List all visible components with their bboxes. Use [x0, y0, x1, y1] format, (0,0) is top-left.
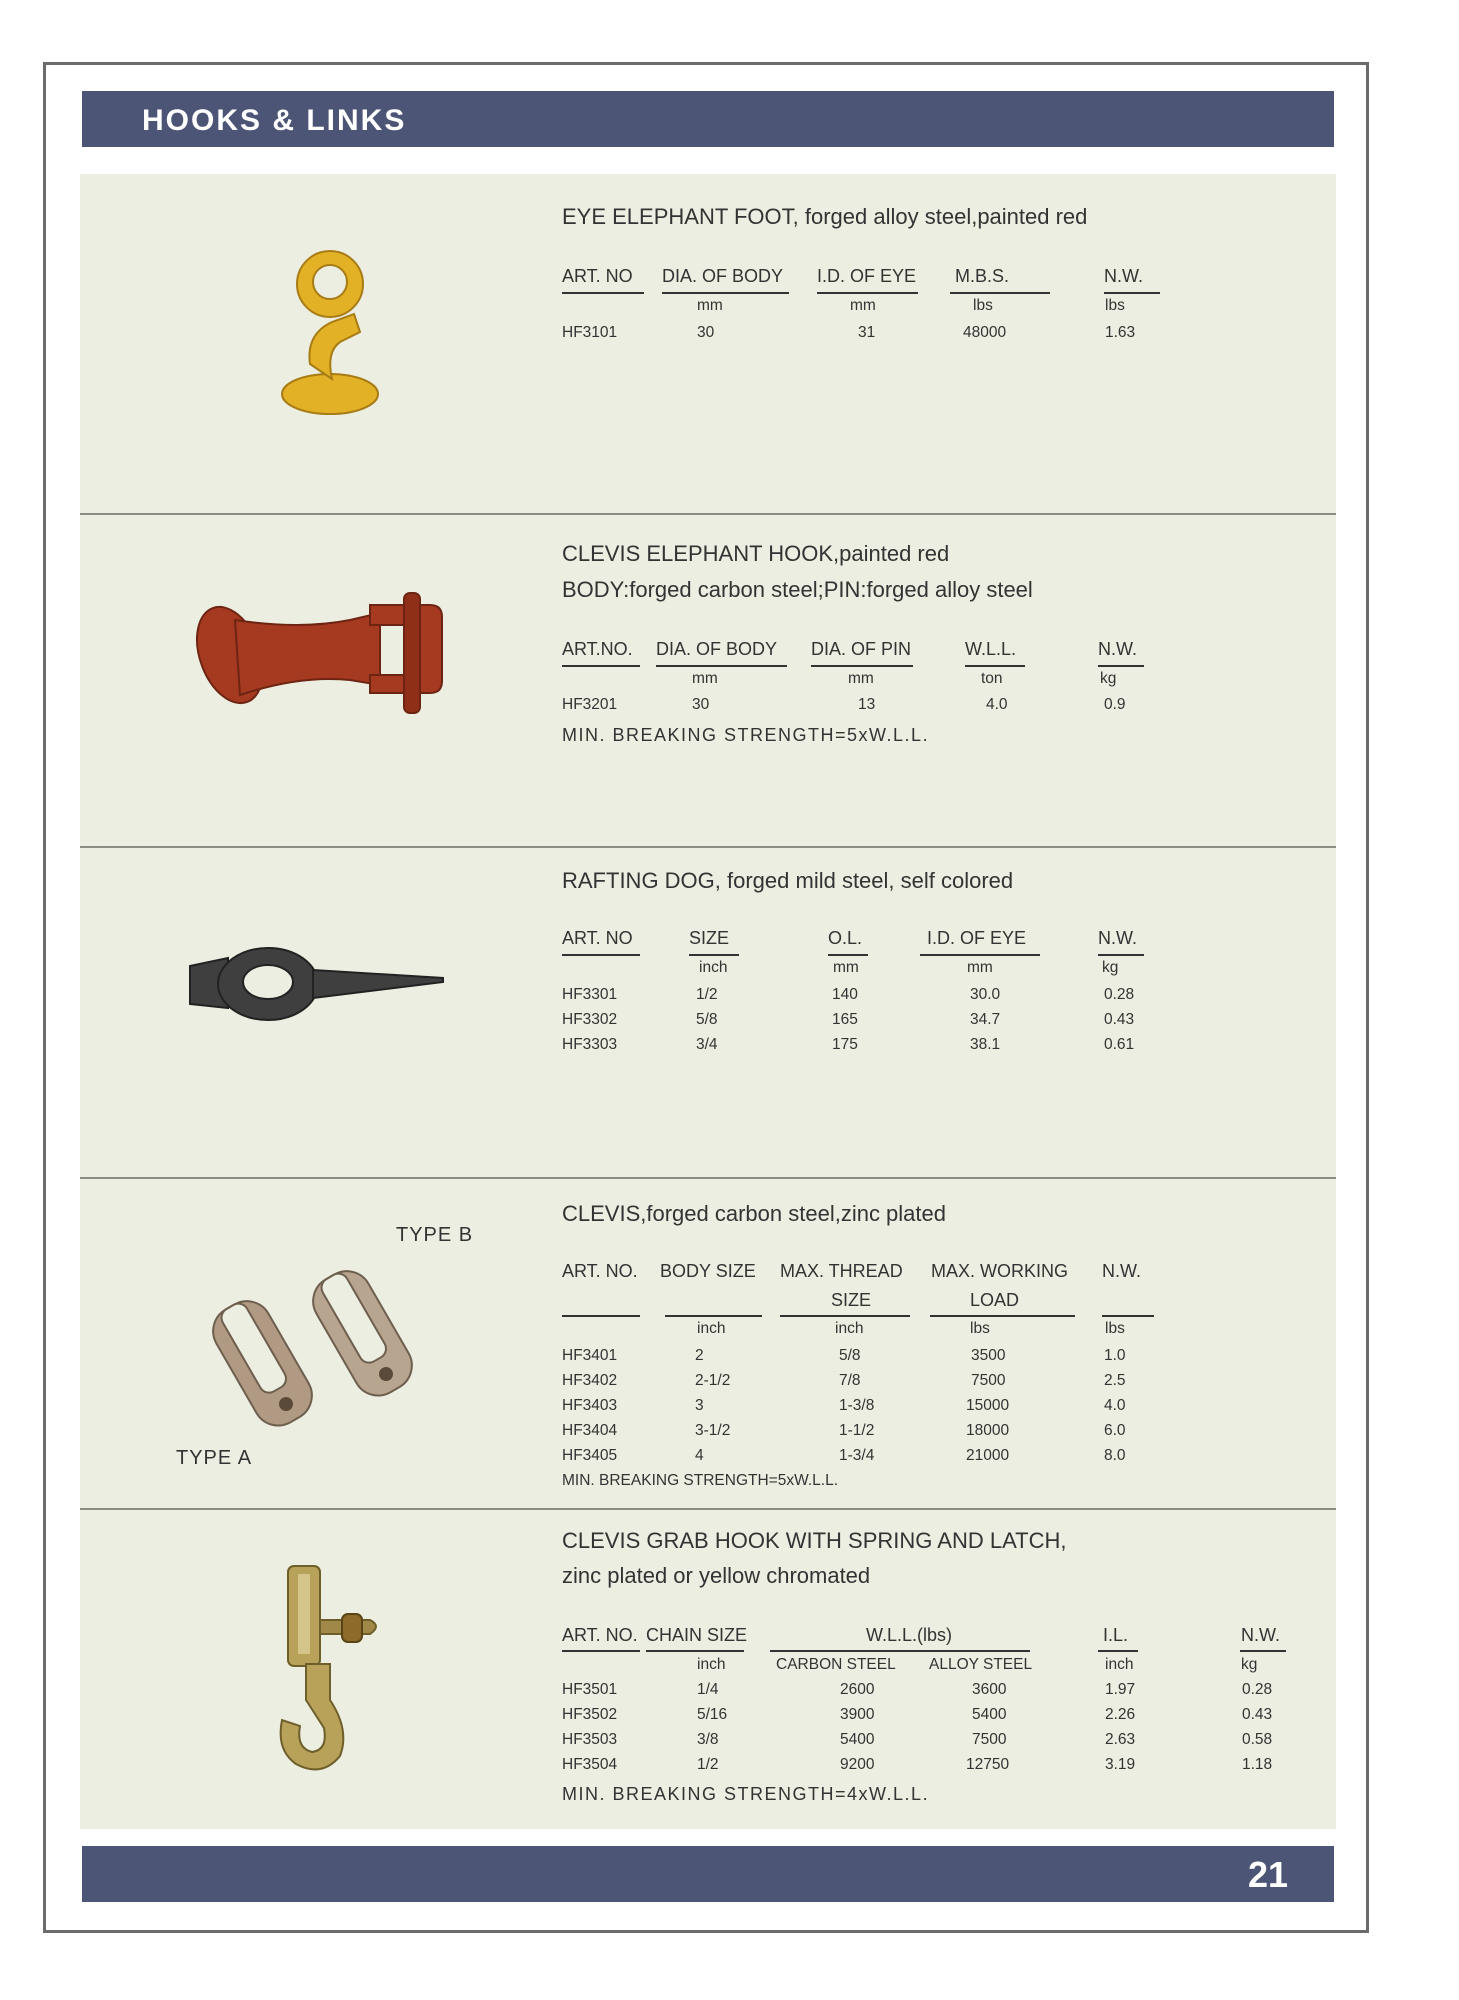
unit-label: lbs [973, 297, 993, 314]
header-underline [1098, 1650, 1138, 1652]
column-header: N.W. [1102, 1261, 1141, 1281]
table-cell: HF3402 [562, 1372, 618, 1389]
unit-label: mm [697, 297, 723, 314]
unit-label: inch [697, 1320, 726, 1337]
table-cell: 18000 [966, 1422, 1010, 1439]
unit-label: ALLOY STEEL [929, 1656, 1033, 1673]
column-header: N.W. [1104, 266, 1143, 286]
unit-label: inch [699, 959, 728, 976]
table-cell: 3/4 [696, 1036, 718, 1053]
column-header: DIA. OF PIN [811, 639, 912, 659]
product-title: CLEVIS ELEPHANT HOOK,painted red [562, 541, 950, 566]
header-underline [930, 1315, 1075, 1317]
table-cell: HF3504 [562, 1756, 618, 1773]
table-cell: 3900 [840, 1706, 875, 1723]
table-cell: 5/16 [697, 1706, 728, 1723]
table-cell: 48000 [963, 324, 1007, 341]
table-cell: 13 [858, 696, 876, 713]
column-header: M.B.S. [955, 266, 1010, 286]
header-underline [562, 665, 640, 667]
table-cell: 2-1/2 [695, 1372, 731, 1389]
table-cell: 1/2 [697, 1756, 719, 1773]
header-underline [1240, 1650, 1286, 1652]
table-cell: 2600 [840, 1681, 875, 1698]
unit-label: inch [697, 1656, 726, 1673]
column-header: MAX. WORKING [931, 1261, 1069, 1281]
table-cell: 1.97 [1105, 1681, 1136, 1698]
table-cell: 8.0 [1104, 1447, 1126, 1464]
footer-band [82, 1846, 1334, 1902]
table-cell: HF3101 [562, 324, 618, 341]
image-label-type-b: TYPE B [396, 1224, 474, 1246]
table-cell: 3/8 [697, 1731, 719, 1748]
header-underline [950, 292, 1050, 294]
unit-label: mm [833, 959, 859, 976]
unit-label: ton [981, 670, 1003, 687]
table-cell: 4.0 [986, 696, 1008, 713]
table-cell: 3500 [971, 1347, 1006, 1364]
table-cell: 1-3/8 [839, 1397, 875, 1414]
table-cell: 0.61 [1104, 1036, 1135, 1053]
clevis-elephant-hook-image [180, 585, 460, 745]
header-band [82, 91, 1334, 147]
table-cell: HF3405 [562, 1447, 618, 1464]
header-underline [828, 954, 868, 956]
clevis-image [180, 1239, 440, 1449]
column-header: I.L. [1103, 1625, 1129, 1645]
header-underline [656, 665, 787, 667]
table-cell: HF3403 [562, 1397, 618, 1414]
table-cell: HF3201 [562, 696, 618, 713]
column-header: W.L.L. [965, 639, 1017, 659]
table-cell: 1-1/2 [839, 1422, 875, 1439]
header-underline [817, 292, 918, 294]
table-cell: 1.0 [1104, 1347, 1126, 1364]
table-cell: HF3301 [562, 986, 618, 1003]
table-cell: 9200 [840, 1756, 875, 1773]
table-cell: 2.5 [1104, 1372, 1126, 1389]
page-number: 21 [1247, 1854, 1288, 1895]
table-cell: 12750 [966, 1756, 1010, 1773]
header-underline [1098, 665, 1144, 667]
unit-label: lbs [970, 1320, 990, 1337]
header-underline [770, 1650, 1030, 1652]
column-header-line2: SIZE [831, 1290, 872, 1310]
column-header: ART. NO. [562, 1625, 638, 1645]
product-title: RAFTING DOG, forged mild steel, self colored [562, 868, 1014, 893]
table-cell: 1-3/4 [839, 1447, 875, 1464]
unit-label: kg [1100, 670, 1117, 687]
table-cell: 5400 [972, 1706, 1007, 1723]
table-cell: 7/8 [839, 1372, 861, 1389]
table-cell: 30.0 [970, 986, 1001, 1003]
product-title: CLEVIS,forged carbon steel,zinc plated [562, 1201, 947, 1226]
table-cell: HF3302 [562, 1011, 618, 1028]
table-cell: 1.63 [1105, 324, 1136, 341]
column-header: ART. NO [562, 266, 633, 286]
header-underline [562, 954, 640, 956]
unit-label: inch [1105, 1656, 1134, 1673]
breaking-strength-note: MIN. BREAKING STRENGTH=4xW.L.L. [562, 1784, 930, 1804]
unit-label: lbs [1105, 1320, 1125, 1337]
table-cell: 0.43 [1104, 1011, 1135, 1028]
table-cell: 7500 [972, 1731, 1007, 1748]
table-cell: 0.43 [1242, 1706, 1273, 1723]
table-cell: 21000 [966, 1447, 1010, 1464]
table-cell: 1.18 [1242, 1756, 1273, 1773]
header-underline [662, 292, 789, 294]
table-cell: 31 [858, 324, 876, 341]
table-cell: 3-1/2 [695, 1422, 731, 1439]
table-cell: 7500 [971, 1372, 1006, 1389]
column-header: ART.NO. [562, 639, 633, 659]
table-cell: 3600 [972, 1681, 1007, 1698]
header-underline [1102, 1315, 1154, 1317]
column-header: N.W. [1098, 639, 1137, 659]
table-cell: 5400 [840, 1731, 875, 1748]
table-cell: 165 [832, 1011, 858, 1028]
table-cell: 3 [695, 1397, 704, 1414]
page-title: HOOKS & LINKS [142, 104, 407, 137]
unit-label: kg [1241, 1656, 1258, 1673]
column-header: CHAIN SIZE [646, 1625, 748, 1645]
product-title: CLEVIS GRAB HOOK WITH SPRING AND LATCH, [562, 1528, 1067, 1553]
unit-label: lbs [1105, 297, 1125, 314]
product-clevis [80, 1179, 1336, 1508]
header-underline [1098, 954, 1144, 956]
table-cell: 0.9 [1104, 696, 1126, 713]
table-cell: 15000 [966, 1397, 1010, 1414]
header-underline [811, 665, 913, 667]
table-cell: 1/4 [697, 1681, 719, 1698]
unit-label: mm [692, 670, 718, 687]
header-underline [920, 954, 1040, 956]
table-cell: 3.19 [1105, 1756, 1136, 1773]
header-underline [562, 1315, 640, 1317]
table-cell: 0.28 [1104, 986, 1135, 1003]
unit-label: mm [850, 297, 876, 314]
table-cell: 38.1 [970, 1036, 1001, 1053]
table-cell: HF3502 [562, 1706, 618, 1723]
eye-elephant-foot-image [270, 244, 410, 424]
clevis-grab-hook-image [270, 1560, 410, 1780]
column-header: DIA. OF BODY [662, 266, 784, 286]
header-underline [965, 665, 1025, 667]
table-cell: 5/8 [696, 1011, 718, 1028]
product-eye-elephant-foot [80, 174, 1336, 513]
product-title: EYE ELEPHANT FOOT, forged alloy steel,painted red [562, 204, 1088, 229]
table-cell: 4 [695, 1447, 704, 1464]
table-cell: 175 [832, 1036, 858, 1053]
column-header: ART. NO. [562, 1261, 638, 1281]
table-cell: 2.63 [1105, 1731, 1136, 1748]
table-cell: HF3404 [562, 1422, 618, 1439]
table-cell: 2 [695, 1347, 704, 1364]
unit-label: CARBON STEEL [776, 1656, 896, 1673]
product-subtitle: zinc plated or yellow chromated [562, 1563, 871, 1588]
column-header: I.D. OF EYE [927, 928, 1027, 948]
column-header: SIZE [689, 928, 730, 948]
table-cell: 30 [697, 324, 715, 341]
table-cell: 1/2 [696, 986, 718, 1003]
table-cell: 5/8 [839, 1347, 861, 1364]
table-cell: HF3503 [562, 1731, 618, 1748]
breaking-strength-note: MIN. BREAKING STRENGTH=5xW.L.L. [562, 725, 930, 745]
catalog-panel [80, 174, 1336, 1829]
unit-label: mm [967, 959, 993, 976]
column-header: I.D. OF EYE [817, 266, 917, 286]
header-underline [780, 1315, 910, 1317]
unit-label: kg [1102, 959, 1119, 976]
unit-label: inch [835, 1320, 864, 1337]
product-clevis-elephant-hook [80, 515, 1336, 846]
table-cell: 4.0 [1104, 1397, 1126, 1414]
product-subtitle: BODY:forged carbon steel;PIN:forged alloy steel [562, 577, 1033, 602]
header-underline [562, 1650, 640, 1652]
breaking-strength-note: MIN. BREAKING STRENGTH=5xW.L.L. [562, 1472, 839, 1489]
column-header-line2: LOAD [970, 1290, 1020, 1310]
header-underline [562, 292, 644, 294]
column-header: N.W. [1098, 928, 1137, 948]
header-underline [646, 1650, 744, 1652]
product-rafting-dog [80, 848, 1336, 1177]
table-cell: 140 [832, 986, 858, 1003]
table-cell: 34.7 [970, 1011, 1001, 1028]
table-cell: 0.28 [1242, 1681, 1273, 1698]
unit-label: mm [848, 670, 874, 687]
column-header: N.W. [1241, 1625, 1280, 1645]
table-cell: HF3401 [562, 1347, 618, 1364]
column-header: O.L. [828, 928, 863, 948]
table-cell: 0.58 [1242, 1731, 1273, 1748]
header-underline [1104, 292, 1160, 294]
table-cell: 2.26 [1105, 1706, 1136, 1723]
table-cell: 30 [692, 696, 710, 713]
column-header: DIA. OF BODY [656, 639, 778, 659]
column-header: ART. NO [562, 928, 633, 948]
table-cell: 6.0 [1104, 1422, 1126, 1439]
product-clevis-grab-hook [80, 1510, 1336, 1829]
table-cell: HF3303 [562, 1036, 618, 1053]
image-label-type-a: TYPE A [176, 1447, 253, 1469]
header-underline [689, 954, 739, 956]
rafting-dog-image [188, 938, 458, 1038]
header-underline [665, 1315, 762, 1317]
column-header: W.L.L.(lbs) [866, 1625, 953, 1645]
column-header: BODY SIZE [660, 1261, 756, 1281]
column-header: MAX. THREAD [780, 1261, 903, 1281]
table-cell: HF3501 [562, 1681, 618, 1698]
